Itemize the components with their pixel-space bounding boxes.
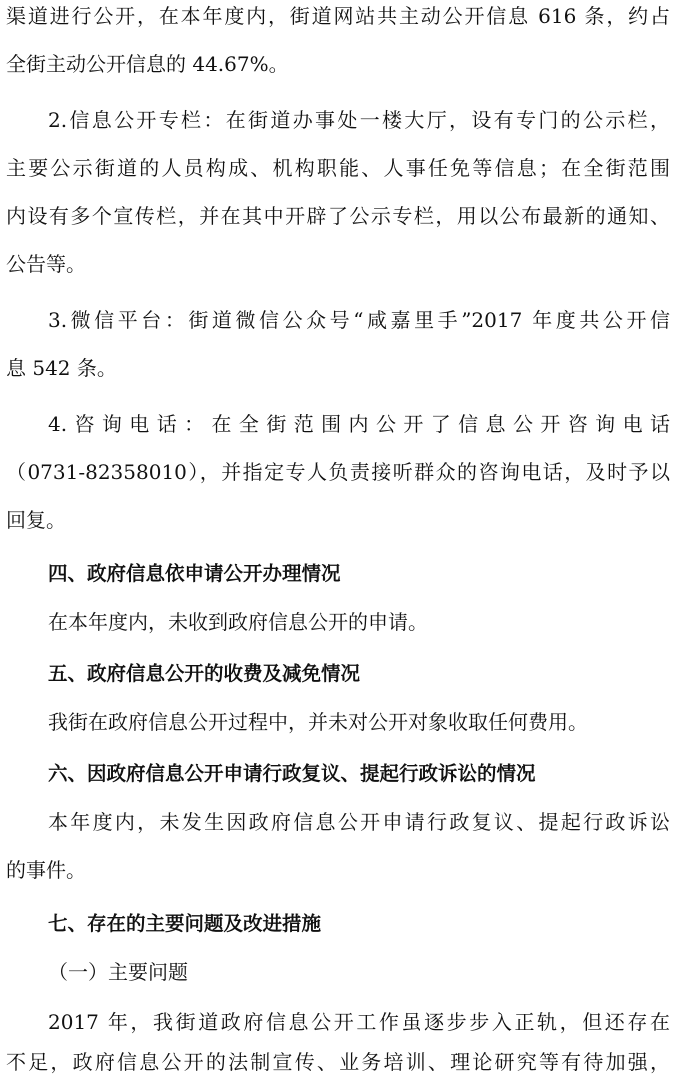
paragraph-line: （0731-82358010），并指定专人负责接听群众的咨询电话，及时予以 xyxy=(6,460,670,484)
section-heading: 五、政府信息公开的收费及减免情况 xyxy=(48,662,361,685)
paragraph-line: 不足，政府信息公开的法制宣传、业务培训、理论研究等有待加强， xyxy=(6,1050,670,1074)
paragraph-line: 3.微信平台：街道微信公众号“咸嘉里手”2017 年度共公开信 xyxy=(48,308,670,332)
paragraph-line: 息 542 条。 xyxy=(6,356,117,380)
paragraph-line: 2.信息公开专栏：在街道办事处一楼大厅，设有专门的公示栏， xyxy=(48,108,670,132)
paragraph-line: 内设有多个宣传栏，并在其中开辟了公示专栏，用以公布最新的通知、 xyxy=(6,204,670,228)
paragraph-line: 主要公示街道的人员构成、机构职能、人事任免等信息；在全街范围 xyxy=(6,156,670,180)
section-heading: 四、政府信息依申请公开办理情况 xyxy=(48,562,341,585)
paragraph-line: 2017 年，我街道政府信息公开工作虽逐步步入正轨，但还存在 xyxy=(48,1010,670,1034)
section-heading: 七、存在的主要问题及改进措施 xyxy=(48,912,322,935)
paragraph-line: 公告等。 xyxy=(6,252,86,276)
paragraph-line: 全街主动公开信息的 44.67%。 xyxy=(6,52,289,76)
paragraph-line: 4.咨询电话：在全街范围内公开了信息公开咨询电话 xyxy=(48,412,670,436)
subsection-heading: （一）主要问题 xyxy=(48,960,188,984)
paragraph-line: 在本年度内，未收到政府信息公开的申请。 xyxy=(48,610,428,634)
paragraph-line: 回复。 xyxy=(6,508,66,532)
section-heading: 六、因政府信息公开申请行政复议、提起行政诉讼的情况 xyxy=(48,762,536,785)
paragraph-line: 渠道进行公开，在本年度内，街道网站共主动公开信息 616 条，约占 xyxy=(6,4,670,28)
paragraph-line: 的事件。 xyxy=(6,858,86,882)
paragraph-line: 本年度内，未发生因政府信息公开申请行政复议、提起行政诉讼 xyxy=(48,810,670,834)
paragraph-line: 我街在政府信息公开过程中，并未对公开对象收取任何费用。 xyxy=(48,710,588,734)
